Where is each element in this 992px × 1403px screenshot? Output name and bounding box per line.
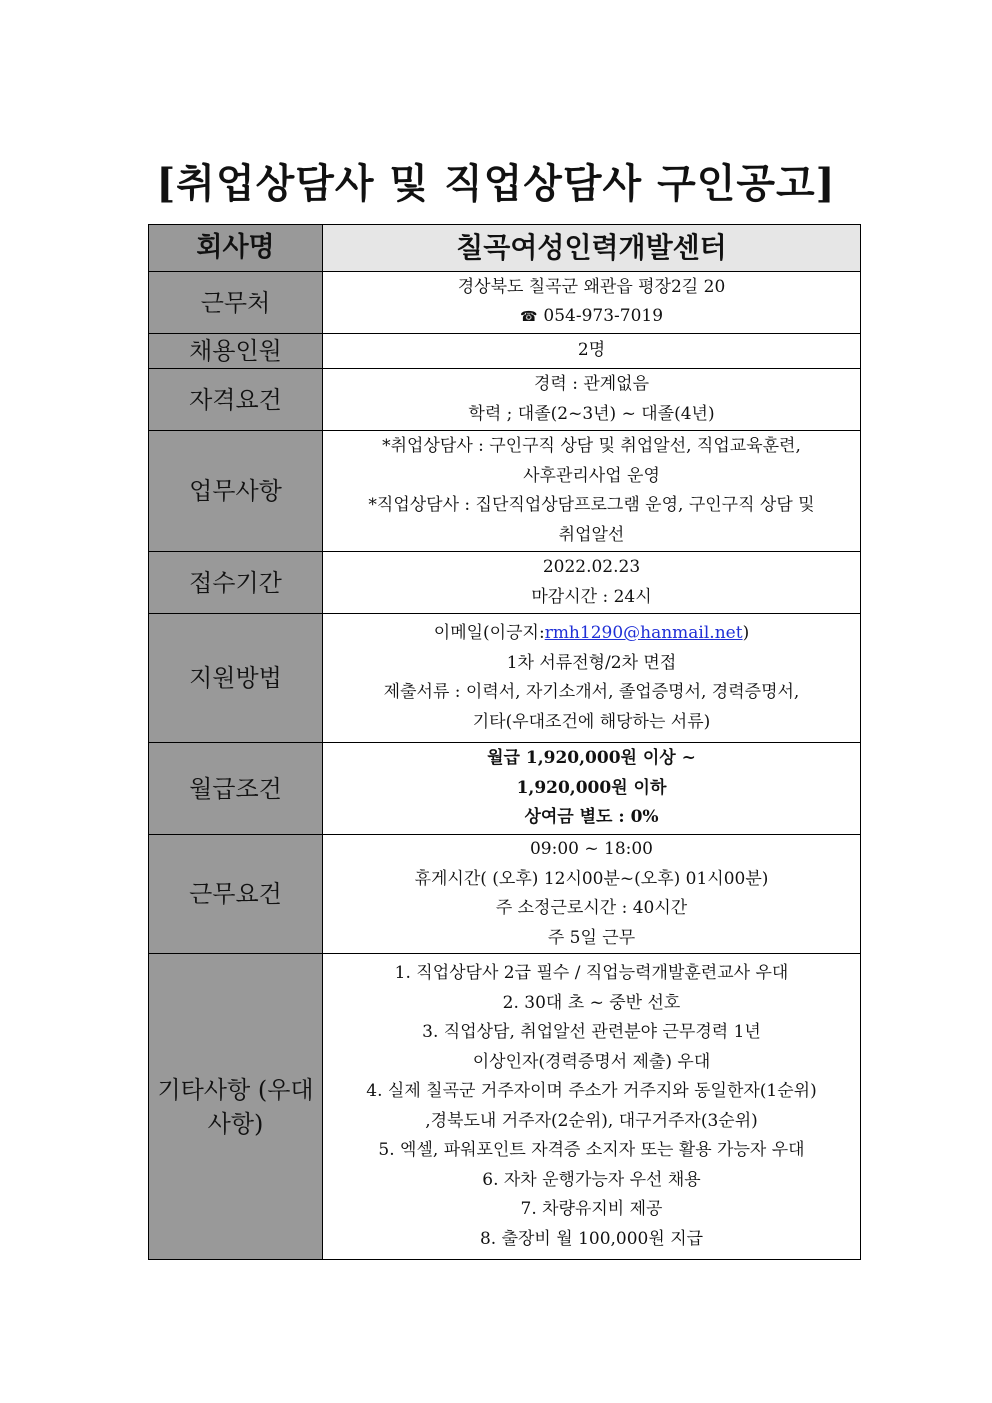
apply-email-line [323,619,860,649]
company-label: 회사명 [149,225,323,272]
apply-line: 기타(우대조건에 해당하는 서류) [472,711,711,732]
other-line: 3. 직업상담, 취업알선 관련분야 근무경력 1년 [422,1022,761,1042]
other-label [149,954,323,1260]
duties-line: 취업알선 [558,524,625,545]
qualification-label: 자격요건 [149,369,323,431]
workplace-value [323,272,861,334]
workplace-label: 근무처 [149,272,323,334]
other-line: 6. 자차 운행가능자 우선 채용 [482,1169,701,1190]
qualification-value [323,369,861,431]
row-salary [149,743,861,835]
qualification-line: 학력 ; 대졸(2~3년) ~ 대졸(4년) [468,403,715,424]
period-date: 2022.02.23 [542,557,641,577]
period-value [323,552,861,614]
apply-label: 지원방법 [149,614,323,743]
email-prefix: 이메일(이긍지: [433,623,545,643]
conditions-label: 근무요건 [149,835,323,954]
job-posting-table [148,224,861,1260]
conditions-line: 09:00 ~ 18:00 [529,839,654,859]
page-title: [취업상담사 및 직업상담사 구인공고] [156,160,836,207]
salary-label: 월급조건 [149,743,323,835]
conditions-value [323,835,861,954]
other-line: ,경북도내 거주자(2순위), 대구거주자(3순위) [425,1110,758,1131]
row-conditions [149,835,861,954]
row-period [149,552,861,614]
row-apply [149,614,861,743]
duties-line: *직업상담사 : 집단직업상담프로그램 운영, 구인구직 상담 및 [368,495,815,515]
other-label-line2: (우대사항) [207,1075,314,1138]
duties-line: *취업상담사 : 구인구직 상담 및 취업알선, 직업교육훈련, [382,436,801,456]
apply-value [323,614,861,743]
row-other [149,954,861,1260]
other-line: 4. 실제 칠곡군 거주자이며 주소가 거주지와 동일한자(1순위) [366,1081,817,1101]
duties-label: 업무사항 [149,431,323,552]
qualification-line: 경력 : 관계없음 [533,374,650,394]
salary-line: 1,920,000원 이하 [516,777,667,798]
workplace-phone-line [323,302,860,333]
workplace-address: 경상북도 칠곡군 왜관읍 평장2길 20 [457,276,726,297]
other-line: 8. 출장비 월 100,000원 지급 [479,1228,704,1249]
salary-value [323,743,861,835]
row-workplace [149,272,861,334]
conditions-line: 주 소정근로시간 : 40시간 [495,898,688,918]
headcount-label: 채용인원 [149,334,323,369]
apply-line: 제출서류 : 이력서, 자기소개서, 졸업증명서, 경력증명서, [383,682,800,702]
other-line: 2. 30대 초 ~ 중반 선호 [502,992,681,1013]
row-company [149,225,861,272]
company-name: 칠곡여성인력개발센터 [323,225,861,272]
period-label: 접수기간 [149,552,323,614]
apply-line: 1차 서류전형/2차 면접 [506,652,677,673]
period-deadline: 마감시간 : 24시 [531,586,652,607]
workplace-phone: 054-973-7019 [543,306,664,326]
other-line: 7. 차량유지비 제공 [520,1199,663,1219]
other-line: 1. 직업상담사 2급 필수 / 직업능력개발훈련교사 우대 [394,963,789,983]
row-duties [149,431,861,552]
other-label-line1: 기타사항 [157,1075,251,1104]
salary-line: 상여금 별도 : 0% [524,807,659,828]
conditions-line: 주 5일 근무 [547,927,636,948]
duties-line: 사후관리사업 운영 [523,465,660,486]
salary-line: 월급 1,920,000원 이상 ~ [487,748,696,769]
headcount-value: 2명 [323,334,861,369]
row-headcount [149,334,861,369]
duties-value [323,431,861,552]
email-suffix: ) [742,623,750,643]
row-qualification [149,369,861,431]
other-value [323,954,861,1260]
other-line: 5. 엑셀, 파워포인트 자격증 소지자 또는 활용 가능자 우대 [378,1140,805,1160]
conditions-line: 휴게시간( (오후) 12시00분~(오후) 01시00분) [414,868,769,889]
phone-icon: ☎ [519,309,538,325]
other-line: 이상인자(경력증명서 제출) 우대 [472,1051,711,1072]
email-link[interactable]: rmh1290@hanmail.net [544,623,743,643]
